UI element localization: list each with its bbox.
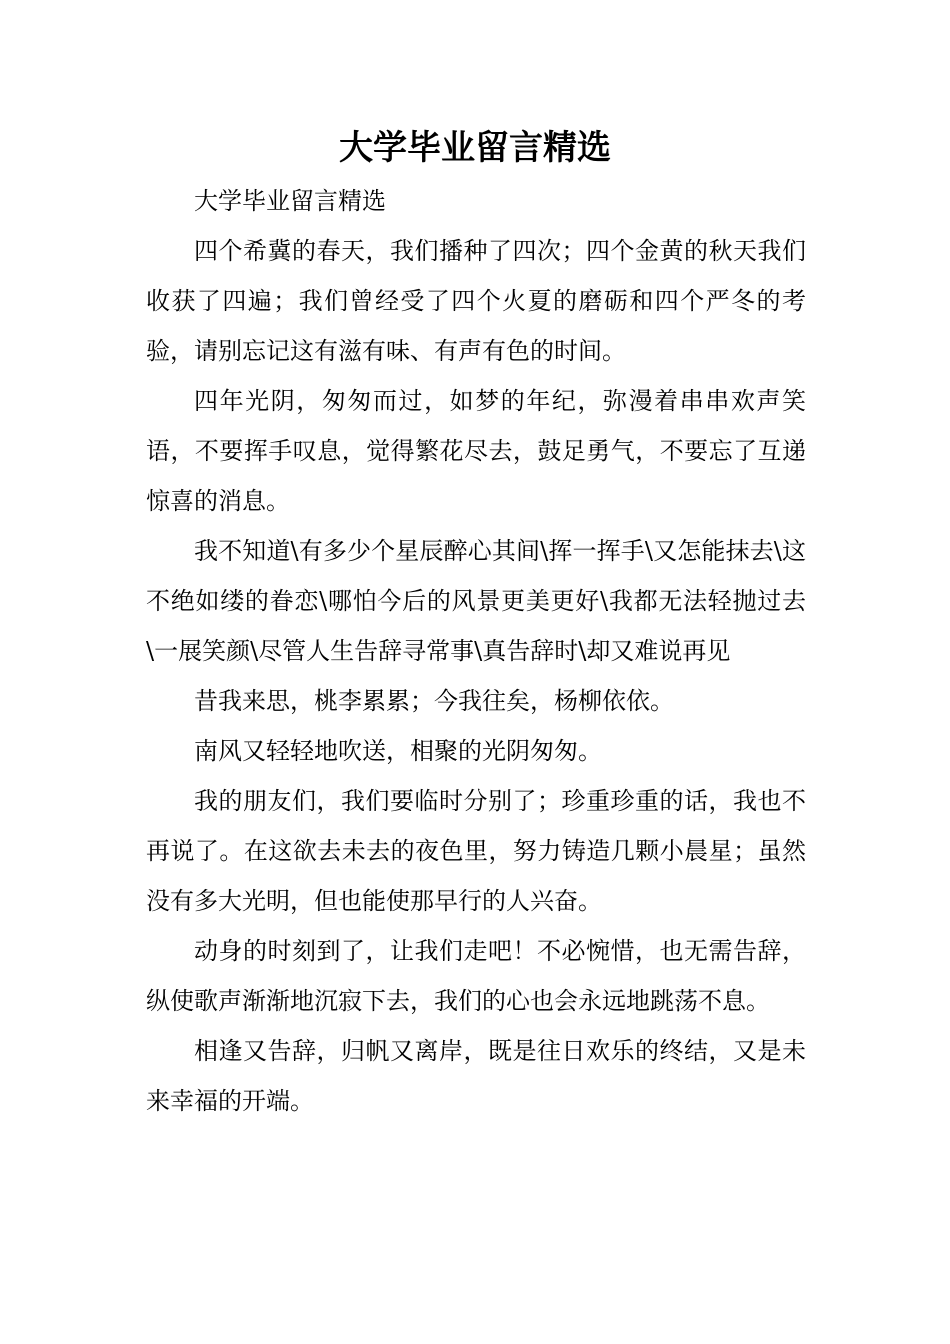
paragraph: 南风又轻轻地吹送，相聚的光阴匆匆。	[194, 737, 602, 765]
paragraph: 相逢又告辞，归帆又离岸，既是往日欢乐的终结，又是未来幸福的开端。	[146, 1037, 806, 1115]
document-title: 大学毕业留言精选	[339, 128, 611, 168]
paragraph: 四年光阴，匆匆而过，如梦的年纪，弥漫着串串欢声笑语，不要挥手叹息，觉得繁花尽去，鼓足勇气，不要忘了互递惊喜的消息。	[146, 387, 806, 515]
paragraph: 我不知道\有多少个星辰醉心其间\挥一挥手\又怎能抹去\这不绝如缕的眷恋\哪怕今后的风景更美更好\我都无法轻抛过去\一展笑颜\尽管人生告辞寻常事\真告辞时\却又难说再见	[146, 537, 806, 665]
paragraph: 动身的时刻到了，让我们走吧！不必惋惜，也无需告辞，纵使歌声渐渐地沉寂下去，我们的心也会永远地跳荡不息。	[146, 937, 806, 1015]
document-body	[146, 176, 806, 1126]
paragraph: 四个希冀的春天，我们播种了四次；四个金黄的秋天我们收获了四遍；我们曾经受了四个火夏的磨砺和四个严冬的考验，请别忘记这有滋有味、有声有色的时间。	[146, 237, 806, 365]
paragraph: 昔我来思，桃李累累；今我往矣，杨柳依依。	[194, 687, 674, 715]
paragraph-subtitle: 大学毕业留言精选	[194, 187, 386, 215]
paragraph: 我的朋友们，我们要临时分别了；珍重珍重的话，我也不再说了。在这欲去未去的夜色里，努力铸造几颗小晨星；虽然没有多大光明，但也能使那早行的人兴奋。	[146, 787, 806, 915]
